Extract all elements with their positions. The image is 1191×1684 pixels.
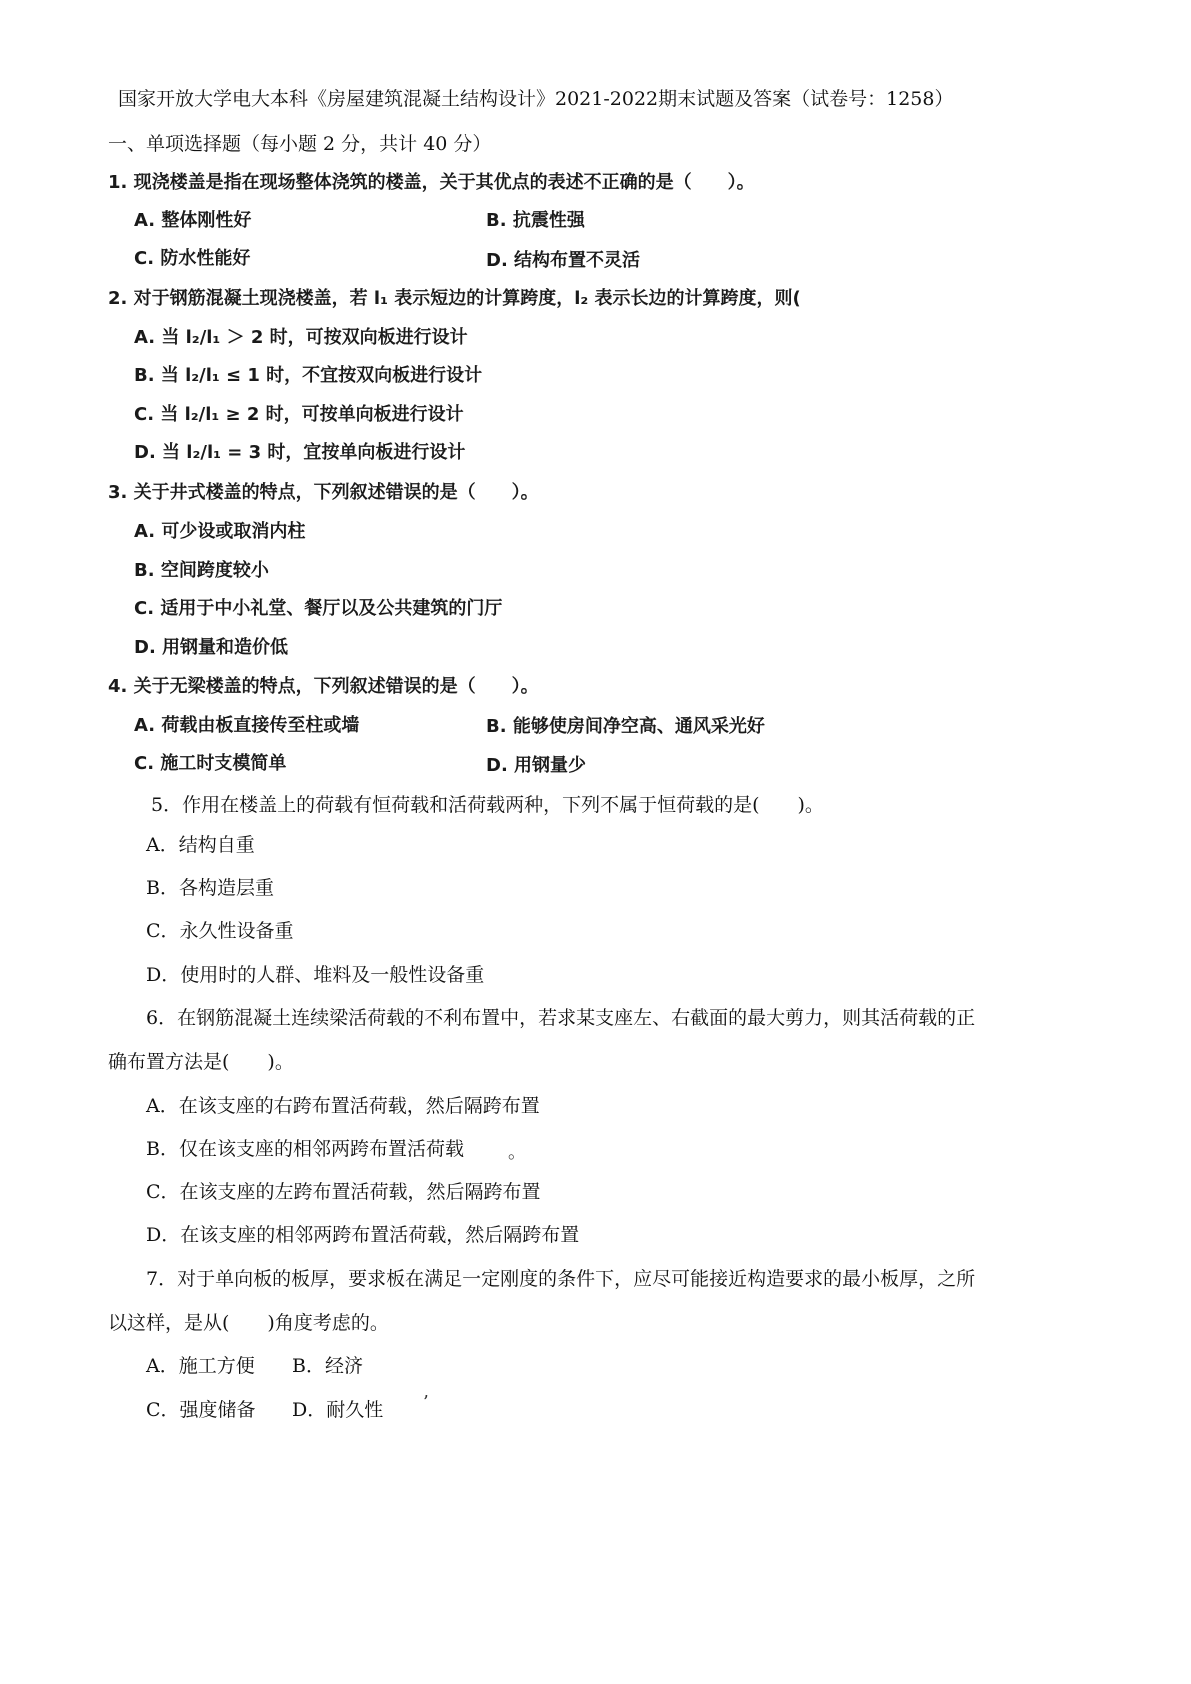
question-3-option-c: C. 适用于中小礼堂、餐厅以及公共建筑的门厅 <box>134 598 503 619</box>
question-1-option-c: C. 防水性能好 <box>134 248 251 269</box>
question-2-option-d: D. 当 l₂/l₁ = 3 时，宜按单向板进行设计 <box>134 442 466 463</box>
question-6-option-c: C．在该支座的左跨布置活荷载，然后隔跨布置 <box>146 1181 541 1203</box>
section-heading: 一、单项选择题（每小题 2 分，共计 40 分） <box>108 133 492 155</box>
question-6-stem-line-2: 确布置方法是( )。 <box>108 1051 294 1073</box>
question-3-option-a: A. 可少设或取消内柱 <box>134 521 306 542</box>
stray-mark-comma: ’ <box>423 1392 429 1413</box>
question-5-option-a: A．结构自重 <box>146 834 255 856</box>
question-1-option-a: A. 整体刚性好 <box>134 210 252 231</box>
question-4-stem: 4. 关于无梁楼盖的特点，下列叙述错误的是（ ）。 <box>108 676 539 697</box>
question-5-option-d: D．使用时的人群、堆料及一般性设备重 <box>146 964 485 986</box>
question-2-stem: 2. 对于钢筋混凝土现浇楼盖，若 l₁ 表示短边的计算跨度，l₂ 表示长边的计算跨度，则( <box>108 288 801 309</box>
question-1-option-b: B. 抗震性强 <box>486 210 585 231</box>
question-4-option-a: A. 荷载由板直接传至柱或墙 <box>134 715 360 736</box>
question-7-stem-line-2: 以这样，是从( )角度考虑的。 <box>108 1312 389 1334</box>
question-5-stem: 5．作用在楼盖上的荷载有恒荷载和活荷载两种，下列不属于恒荷载的是( )。 <box>151 794 824 816</box>
question-6-stem-line-1: 6．在钢筋混凝土连续梁活荷载的不利布置中，若求某支座左、右截面的最大剪力，则其活荷载的正 <box>146 1007 976 1029</box>
question-6-option-a: A．在该支座的右跨布置活荷载，然后隔跨布置 <box>146 1095 540 1117</box>
question-4-option-d: D. 用钢量少 <box>486 755 587 776</box>
question-5-option-c: C．永久性设备重 <box>146 920 294 942</box>
question-3-stem: 3. 关于井式楼盖的特点，下列叙述错误的是（ ）。 <box>108 482 539 503</box>
question-7-option-d: D．耐久性 <box>292 1399 384 1421</box>
question-6-option-d: D．在该支座的相邻两跨布置活荷载，然后隔跨布置 <box>146 1224 580 1246</box>
question-2-option-c: C. 当 l₂/l₁ ≥ 2 时，可按单向板进行设计 <box>134 404 464 425</box>
question-2-option-b: B. 当 l₂/l₁ ≤ 1 时，不宜按双向板进行设计 <box>134 365 483 386</box>
question-7-option-c: C．强度储备 <box>146 1399 256 1421</box>
question-1-stem: 1. 现浇楼盖是指在现场整体浇筑的楼盖，关于其优点的表述不正确的是（ ）。 <box>108 172 755 193</box>
page-title: 国家开放大学电大本科《房屋建筑混凝土结构设计》2021-2022期末试题及答案（试卷号：1258） <box>118 88 954 110</box>
question-7-option-b: B．经济 <box>292 1355 363 1377</box>
question-4-option-b: B. 能够使房间净空高、通风采光好 <box>486 716 765 737</box>
question-6-option-b: B．仅在该支座的相邻两跨布置活荷载 <box>146 1138 464 1160</box>
question-7-stem-line-1: 7．对于单向板的板厚，要求板在满足一定刚度的条件下，应尽可能接近构造要求的最小板厚，之所 <box>146 1268 976 1290</box>
question-3-option-b: B. 空间跨度较小 <box>134 560 269 581</box>
question-7-option-a: A．施工方便 <box>146 1355 255 1377</box>
question-1-option-d: D. 结构布置不灵活 <box>486 250 641 271</box>
stray-mark-dot: 。 <box>508 1142 526 1163</box>
question-3-option-d: D. 用钢量和造价低 <box>134 637 289 658</box>
question-4-option-c: C. 施工时支模简单 <box>134 753 287 774</box>
question-5-option-b: B．各构造层重 <box>146 877 274 899</box>
question-2-option-a: A. 当 l₂/l₁ ＞ 2 时，可按双向板进行设计 <box>134 327 468 348</box>
